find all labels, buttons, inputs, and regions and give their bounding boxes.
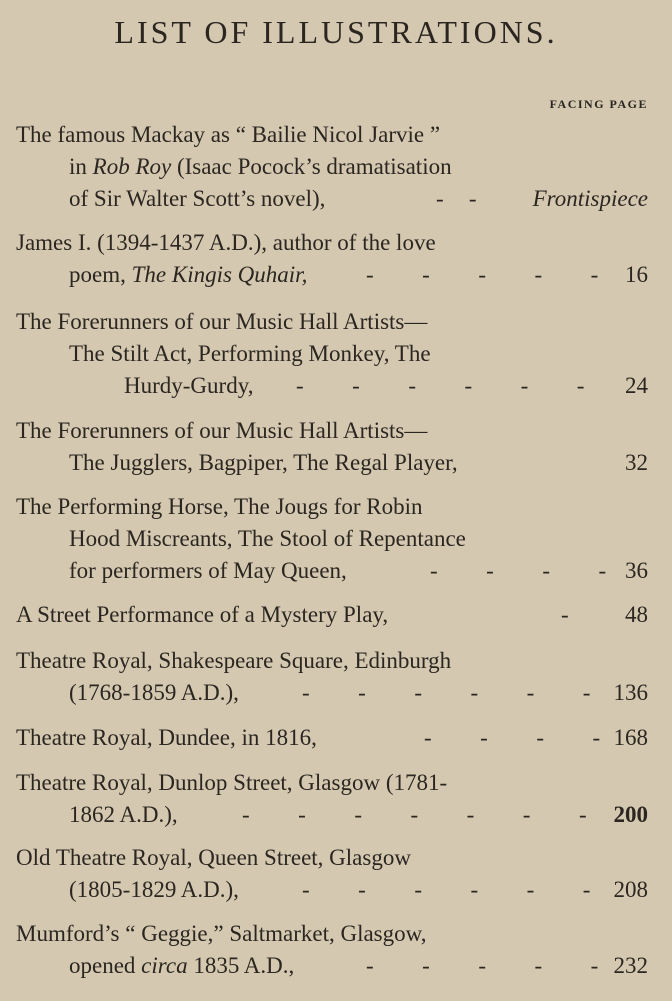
page-number: 16 xyxy=(625,262,648,287)
entry-line xyxy=(16,447,648,479)
entry-text: Hurdy-Gurdy, xyxy=(124,373,254,398)
entry-line xyxy=(16,370,648,402)
list-entry xyxy=(16,491,648,587)
entry-line: Mumford’s “ Geggie,” Saltmarket, Glasgow, xyxy=(16,921,427,946)
entry-line xyxy=(16,259,648,291)
page-number: 232 xyxy=(613,953,648,978)
entry-line: The Performing Horse, The Jougs for Robin xyxy=(16,494,423,519)
entry-text: A Street Performance of a Mystery Play, xyxy=(16,602,389,627)
entry-text: (1805-1829 A.D.), xyxy=(69,877,239,902)
page-number: 32 xyxy=(625,450,648,475)
entry-text: for performers of May Queen, xyxy=(69,558,347,583)
page-number: Frontispiece xyxy=(532,186,648,211)
entry-line: Theatre Royal, Shakespeare Square, Edinburgh xyxy=(16,648,452,673)
entry-line: The Forerunners of our Music Hall Artists— xyxy=(16,309,428,334)
entry-line: Hood Miscreants, The Stool of Repentance xyxy=(69,526,466,551)
entry-line xyxy=(16,874,648,906)
entry-line xyxy=(16,722,648,754)
list-entry xyxy=(16,767,648,831)
leader-dashes: - - - - - - xyxy=(296,373,587,398)
list-entry xyxy=(16,119,648,215)
entry-line xyxy=(16,950,648,982)
page-number: 200 xyxy=(613,802,648,827)
entry-text: (Isaac Pocock’s dramatisation xyxy=(176,154,452,179)
entry-line: James I. (1394-1437 A.D.), author of the love xyxy=(16,230,436,255)
leader-dashes: - - - - xyxy=(424,725,603,750)
entry-text: in xyxy=(69,154,87,179)
entry-line: Old Theatre Royal, Queen Street, Glasgow xyxy=(16,845,411,870)
list-entry xyxy=(16,599,648,631)
entry-italic-text: circa xyxy=(141,953,188,978)
page-number: 36 xyxy=(625,558,648,583)
page-number: 136 xyxy=(613,680,648,705)
entry-line: The famous Mackay as “ Bailie Nicol Jarvie ” xyxy=(16,122,441,147)
leader-dashes: - - - - - - xyxy=(302,877,593,902)
entry-line: The Stilt Act, Performing Monkey, The xyxy=(69,341,431,366)
page-number: 24 xyxy=(625,373,648,398)
entry-line xyxy=(16,599,648,631)
list-entry xyxy=(16,645,648,709)
list-entry xyxy=(16,918,648,982)
entry-line xyxy=(16,183,648,215)
entry-line xyxy=(16,677,648,709)
leader-dashes: - - - - - xyxy=(366,262,601,287)
entry-line: Theatre Royal, Dunlop Street, Glasgow (1781- xyxy=(16,770,448,795)
leader-dashes: - - - - - xyxy=(366,953,601,978)
entry-italic-text: Rob Roy xyxy=(92,154,172,179)
entry-line xyxy=(16,799,648,831)
entry-text: of Sir Walter Scott’s novel), xyxy=(69,186,326,211)
entry-text: The Jugglers, Bagpiper, The Regal Player, xyxy=(69,450,458,475)
page-number: 208 xyxy=(613,877,648,902)
list-entry xyxy=(16,306,648,402)
entry-text: 1862 A.D.), xyxy=(69,802,178,827)
entry-line: The Forerunners of our Music Hall Artists— xyxy=(16,418,428,443)
list-entry xyxy=(16,842,648,906)
page-title: LIST OF ILLUSTRATIONS. xyxy=(114,14,558,50)
page-number: 48 xyxy=(625,602,648,627)
entry-text: Theatre Royal, Dundee, in 1816, xyxy=(16,725,317,750)
list-entry xyxy=(16,722,648,754)
leader-dashes: - - - - xyxy=(430,558,609,583)
page-number: 168 xyxy=(613,725,648,750)
list-entry xyxy=(16,227,648,291)
entry-text: opened xyxy=(69,953,136,978)
entry-line xyxy=(16,151,648,183)
entry-italic-text: The Kingis Quhair, xyxy=(131,262,308,287)
entry-text: 1835 A.D., xyxy=(193,953,295,978)
leader-dashes: - - xyxy=(436,186,479,211)
leader-dashes: - - - - - - xyxy=(302,680,593,705)
list-entry xyxy=(16,415,648,479)
facing-page-label: FACING PAGE xyxy=(549,97,648,111)
entry-line xyxy=(16,555,648,587)
leader-dashes: - xyxy=(561,602,571,627)
entry-text: (1768-1859 A.D.), xyxy=(69,680,239,705)
leader-dashes: - - - - - - - xyxy=(242,802,589,827)
entry-text: poem, xyxy=(69,262,126,287)
